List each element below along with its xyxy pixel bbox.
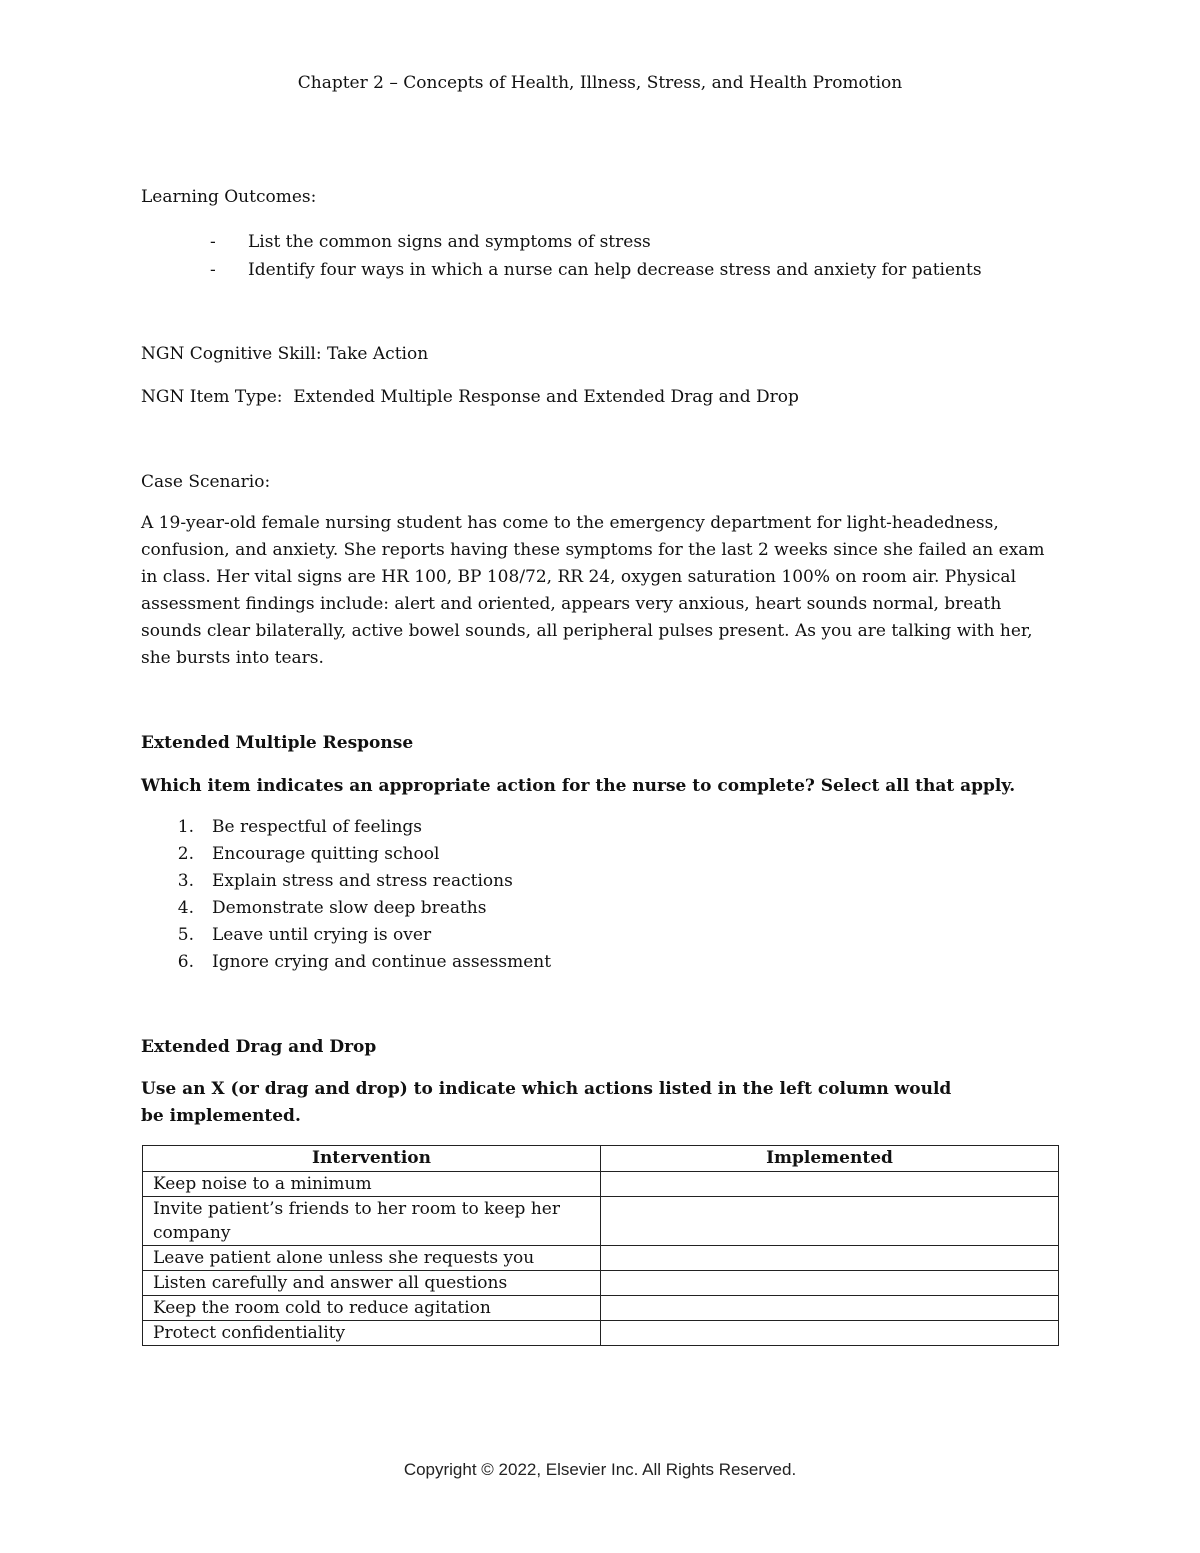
ngn-cognitive-skill: NGN Cognitive Skill: Take Action	[141, 344, 429, 364]
intervention-cell[interactable]: Keep noise to a minimum	[143, 1172, 601, 1197]
intervention-cell[interactable]: Protect confidentiality	[143, 1321, 601, 1346]
page-header-title: Chapter 2 – Concepts of Health, Illness, Stress, and Health Promotion	[297, 73, 903, 93]
option-item[interactable]	[172, 922, 551, 949]
implemented-cell[interactable]	[601, 1296, 1059, 1321]
table-row	[143, 1321, 1059, 1346]
table-header-row	[143, 1146, 1059, 1172]
option-number: 4.	[177, 898, 194, 918]
intervention-cell[interactable]: Keep the room cold to reduce agitation	[143, 1296, 601, 1321]
option-text: Encourage quitting school	[212, 844, 440, 864]
case-scenario-label: Case Scenario:	[141, 472, 271, 492]
implemented-cell[interactable]	[601, 1197, 1059, 1246]
intervention-cell[interactable]: Leave patient alone unless she requests you	[143, 1246, 601, 1271]
option-text: Leave until crying is over	[212, 925, 432, 945]
implemented-cell[interactable]	[601, 1172, 1059, 1197]
option-number: 6.	[177, 952, 194, 972]
implemented-cell[interactable]	[601, 1271, 1059, 1296]
list-item-text: List the common signs and symptoms of stress	[248, 232, 651, 252]
list-item-text: Identify four ways in which a nurse can help decrease stress and anxiety for patients	[248, 260, 982, 280]
list-item	[210, 256, 982, 284]
table-row	[143, 1271, 1059, 1296]
option-number: 2.	[177, 844, 194, 864]
list-item	[210, 228, 982, 256]
option-item[interactable]	[172, 868, 551, 895]
multiple-response-question: Which item indicates an appropriate action for the nurse to complete? Select all that apply.	[141, 776, 1016, 796]
option-number: 5.	[177, 925, 194, 945]
table-row	[143, 1296, 1059, 1321]
option-item[interactable]	[172, 814, 551, 841]
table-row	[143, 1246, 1059, 1271]
option-item[interactable]	[172, 949, 551, 976]
intervention-table	[142, 1145, 1059, 1346]
option-text: Be respectful of feelings	[212, 817, 423, 837]
dash-bullet: -	[210, 232, 216, 252]
option-text: Ignore crying and continue assessment	[212, 952, 552, 972]
multiple-response-heading: Extended Multiple Response	[141, 733, 414, 753]
dash-bullet: -	[210, 260, 216, 280]
option-item[interactable]	[172, 895, 551, 922]
intervention-cell[interactable]: Invite patient’s friends to her room to keep her company	[143, 1197, 601, 1246]
drag-drop-instruction: Use an X (or drag and drop) to indicate which actions listed in the left column would be implemented.	[141, 1079, 952, 1126]
ngn-item-type: NGN Item Type: Extended Multiple Response and Extended Drag and Drop	[141, 387, 799, 407]
drag-drop-heading: Extended Drag and Drop	[141, 1037, 377, 1057]
learning-outcomes-list	[210, 228, 982, 284]
option-item[interactable]	[172, 841, 551, 868]
case-scenario-text: A 19-year-old female nursing student has come to the emergency department for light-headedness, confusion, and anxiety. She reports having these symptoms for the last 2 weeks since she failed an exam in class. Her vital signs are HR 100, BP 108/72, RR 24, oxygen saturation 100% on room air. Physical assessment findings include: alert and oriented, appears very anxious, heart sounds normal, breath sounds clear bilaterally, active bowel sounds, all peripheral pulses present. As you are talking with her, she bursts into tears.	[141, 513, 1045, 668]
copyright-footer: Copyright © 2022, Elsevier Inc. All Rights Reserved.	[403, 1460, 797, 1479]
option-text: Demonstrate slow deep breaths	[212, 898, 487, 918]
learning-outcomes-label: Learning Outcomes:	[141, 187, 317, 207]
table-row	[143, 1197, 1059, 1246]
option-number: 1.	[177, 817, 194, 837]
intervention-cell[interactable]: Listen carefully and answer all questions	[143, 1271, 601, 1296]
table-row	[143, 1172, 1059, 1197]
option-number: 3.	[177, 871, 194, 891]
option-text: Explain stress and stress reactions	[212, 871, 513, 891]
implemented-cell[interactable]	[601, 1321, 1059, 1346]
multiple-response-options	[172, 814, 551, 976]
column-header-implemented: Implemented	[601, 1146, 1059, 1172]
column-header-intervention: Intervention	[143, 1146, 601, 1172]
implemented-cell[interactable]	[601, 1246, 1059, 1271]
